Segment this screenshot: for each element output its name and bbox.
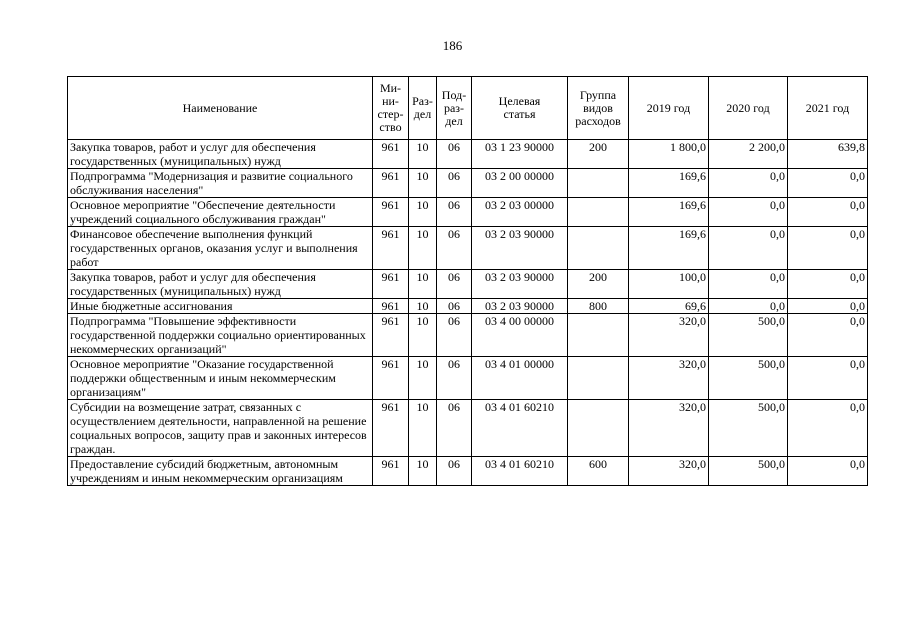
cell-target: 03 2 03 90000 [472,270,568,299]
cell-group: 800 [568,299,629,314]
cell-2019: 169,6 [629,227,709,270]
cell-group [568,227,629,270]
cell-group [568,400,629,457]
cell-2020: 0,0 [709,299,788,314]
cell-subsection: 06 [437,140,472,169]
cell-ministry: 961 [373,299,409,314]
header-line: Ми- [379,81,402,95]
cell-2020: 500,0 [709,357,788,400]
table-row [68,140,868,169]
cell-section: 10 [409,314,437,357]
cell-group [568,357,629,400]
cell-2020: 500,0 [709,457,788,486]
cell-ministry: 961 [373,457,409,486]
header-line: стер- [377,107,404,121]
cell-subsection: 06 [437,270,472,299]
cell-group: 200 [568,140,629,169]
cell-2019: 100,0 [629,270,709,299]
cell-2020: 0,0 [709,270,788,299]
header-line: Под- [441,87,467,102]
cell-ministry: 961 [373,198,409,227]
header-subsection [437,77,472,140]
cell-group [568,314,629,357]
cell-2019: 320,0 [629,314,709,357]
table-row [68,357,868,400]
cell-name: Основное мероприятие "Обеспечение деятельности учреждений социального обслуживания граждан" [68,198,373,227]
header-line: дел [413,107,432,121]
cell-2021: 639,8 [788,140,868,169]
cell-2020: 0,0 [709,227,788,270]
header-line: Наименование [182,100,258,115]
cell-2019: 320,0 [629,457,709,486]
cell-section: 10 [409,299,437,314]
header-line: Целевая [498,94,541,108]
cell-2019: 69,6 [629,299,709,314]
cell-2019: 169,6 [629,169,709,198]
cell-2020: 0,0 [709,169,788,198]
header-row [68,77,868,140]
cell-section: 10 [409,227,437,270]
table-row [68,457,868,486]
header-line: Группа [579,87,617,102]
cell-name: Подпрограмма "Модернизация и развитие социального обслуживания населения" [68,169,373,198]
header-line: 2019 год [646,100,691,115]
table-row [68,299,868,314]
header-2019 [629,77,709,140]
table-row [68,169,868,198]
cell-section: 10 [409,169,437,198]
header-line: расходов [575,113,621,128]
cell-group [568,198,629,227]
header-ministry [373,77,409,140]
cell-2019: 169,6 [629,198,709,227]
cell-2020: 500,0 [709,314,788,357]
page-number: 186 [442,38,463,53]
cell-2021: 0,0 [788,227,868,270]
header-name [68,77,373,140]
cell-group: 600 [568,457,629,486]
cell-section: 10 [409,457,437,486]
budget-table [67,76,868,486]
cell-name: Иные бюджетные ассигнования [68,299,373,314]
cell-group [568,169,629,198]
cell-subsection: 06 [437,227,472,270]
cell-name: Субсидии на возмещение затрат, связанных с осуществлением деятельности, направленной на решение социальных вопросов, защиту прав и законных интересов граждан. [68,400,373,457]
table-row [68,270,868,299]
cell-target: 03 1 23 90000 [472,140,568,169]
cell-group: 200 [568,270,629,299]
cell-section: 10 [409,357,437,400]
cell-2021: 0,0 [788,400,868,457]
cell-2021: 0,0 [788,457,868,486]
table-row [68,400,868,457]
cell-ministry: 961 [373,270,409,299]
cell-2021: 0,0 [788,198,868,227]
header-2021 [788,77,868,140]
cell-subsection: 06 [437,400,472,457]
cell-target: 03 2 03 90000 [472,227,568,270]
cell-name: Предоставление субсидий бюджетным, автономным учреждениям и иным некоммерческим организациям [68,457,373,486]
cell-target: 03 2 03 00000 [472,198,568,227]
table-row [68,227,868,270]
header-target [472,77,568,140]
cell-2021: 0,0 [788,357,868,400]
cell-target: 03 4 01 60210 [472,400,568,457]
cell-ministry: 961 [373,357,409,400]
table-row [68,314,868,357]
header-section [409,77,437,140]
cell-2020: 500,0 [709,400,788,457]
cell-name: Подпрограмма "Повышение эффективности государственной поддержки социально ориентированных некоммерческих организаций" [68,314,373,357]
cell-section: 10 [409,400,437,457]
header-2020 [709,77,788,140]
header-line: видов [583,100,613,115]
cell-subsection: 06 [437,357,472,400]
header-line: раз- [443,100,465,115]
cell-2020: 2 200,0 [709,140,788,169]
cell-ministry: 961 [373,227,409,270]
cell-2021: 0,0 [788,314,868,357]
cell-target: 03 4 01 00000 [472,357,568,400]
cell-name: Основное мероприятие "Оказание государственной поддержки общественным и иным некоммерческим организациям" [68,357,373,400]
cell-2021: 0,0 [788,299,868,314]
cell-target: 03 2 03 90000 [472,299,568,314]
cell-target: 03 4 01 60210 [472,457,568,486]
cell-2019: 320,0 [629,357,709,400]
cell-subsection: 06 [437,299,472,314]
cell-target: 03 2 00 00000 [472,169,568,198]
header-line: статья [503,107,536,121]
cell-ministry: 961 [373,314,409,357]
cell-2021: 0,0 [788,270,868,299]
table-row [68,198,868,227]
cell-subsection: 06 [437,169,472,198]
header-line: дел [445,113,463,128]
cell-target: 03 4 00 00000 [472,314,568,357]
cell-subsection: 06 [437,198,472,227]
header-line: Раз- [412,94,433,108]
header-line: 2020 год [726,100,770,115]
cell-section: 10 [409,140,437,169]
cell-section: 10 [409,270,437,299]
cell-name: Закупка товаров, работ и услуг для обеспечения государственных (муниципальных) нужд [68,270,373,299]
header-line: 2021 год [805,100,850,115]
cell-2021: 0,0 [788,169,868,198]
cell-section: 10 [409,198,437,227]
cell-subsection: 06 [437,457,472,486]
header-line: ни- [382,94,399,108]
cell-ministry: 961 [373,169,409,198]
cell-ministry: 961 [373,400,409,457]
header-group [568,77,629,140]
cell-2019: 320,0 [629,400,709,457]
header-line: ство [379,120,402,134]
cell-2020: 0,0 [709,198,788,227]
cell-name: Финансовое обеспечение выполнения функций государственных органов, оказания услуг и выполнения работ [68,227,373,270]
table-body [68,140,868,486]
cell-subsection: 06 [437,314,472,357]
cell-name: Закупка товаров, работ и услуг для обеспечения государственных (муниципальных) нужд [68,140,373,169]
cell-2019: 1 800,0 [629,140,709,169]
cell-ministry: 961 [373,140,409,169]
